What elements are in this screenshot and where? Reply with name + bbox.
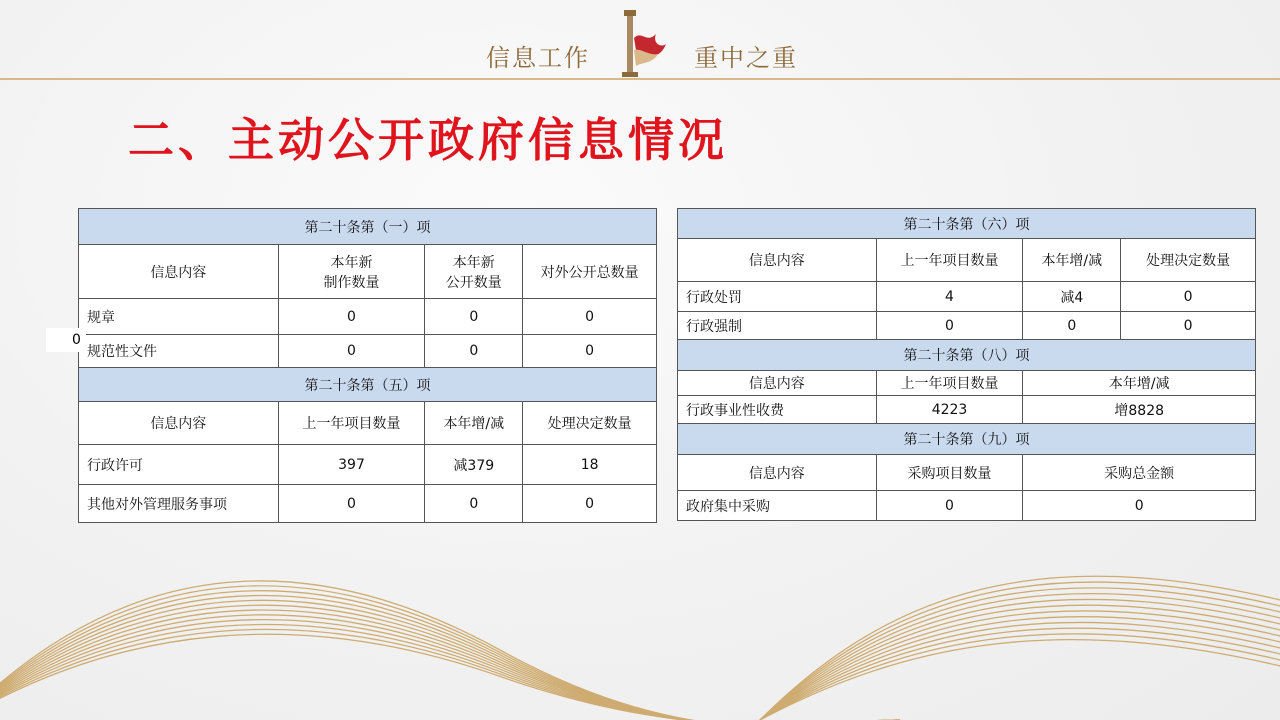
table-header-row: [79, 245, 657, 299]
table-cell: 0: [876, 491, 1023, 521]
column-header: 本年新 公开数量: [425, 245, 523, 299]
column-header: 上一年项目数量: [876, 239, 1023, 282]
header-right-text: 重中之重: [694, 44, 798, 72]
table-cell: 397: [278, 445, 425, 485]
wave-line: [0, 605, 900, 720]
section-title: 第二十条第（八）项: [678, 340, 1256, 371]
table-cell: 0: [1023, 491, 1256, 521]
table-cell: 4: [876, 282, 1023, 312]
section-title: 第二十条第（九）项: [678, 424, 1256, 455]
column-header: 本年增/减: [425, 402, 523, 445]
row-label: 行政强制: [678, 312, 877, 340]
table-header-row: [678, 239, 1256, 282]
column-header: 信息内容: [79, 402, 279, 445]
table-row: [79, 445, 657, 485]
section-header-row: [79, 209, 657, 245]
table-cell: 18: [523, 445, 657, 485]
left-info-table: [78, 208, 657, 523]
row-label: 政府集中采购: [678, 491, 877, 521]
wave-line: [760, 640, 1280, 720]
table-cell: 0: [1121, 312, 1256, 340]
column-header: 采购项目数量: [876, 455, 1023, 491]
section-title: 第二十条第（五）项: [79, 368, 657, 402]
right-info-table: [677, 208, 1256, 521]
row-label: 规章: [79, 299, 279, 335]
column-header: 对外公开总数量: [523, 245, 657, 299]
wave-line: [0, 629, 900, 720]
table-cell: 0: [278, 485, 425, 523]
wave-line: [0, 610, 900, 720]
wave-line: [0, 615, 900, 720]
wave-line: [0, 591, 900, 720]
row-label: 行政许可: [79, 445, 279, 485]
column-header: 采购总金额: [1023, 455, 1256, 491]
section-title: 第二十条第（一）项: [79, 209, 657, 245]
column-header: 信息内容: [79, 245, 279, 299]
section-header-row: [678, 424, 1256, 455]
table-header-row: [79, 402, 657, 445]
column-header: 处理决定数量: [1121, 239, 1256, 282]
table-row: [678, 396, 1256, 424]
column-header: 本年增/减: [1023, 371, 1256, 396]
table-cell: 0: [1121, 282, 1256, 312]
header-divider: [0, 78, 1280, 80]
column-header: 信息内容: [678, 239, 877, 282]
table-row: [79, 299, 657, 335]
row-label: 规范性文件: [79, 335, 279, 368]
column-header: 上一年项目数量: [876, 371, 1023, 396]
table-cell: 0: [278, 299, 425, 335]
table-cell: 0: [278, 335, 425, 368]
table-cell: 0: [523, 335, 657, 368]
column-header: 本年增/减: [1023, 239, 1121, 282]
table-cell: 减4: [1023, 282, 1121, 312]
golden-waves-decoration: [0, 500, 1280, 720]
table-cell: 0: [523, 299, 657, 335]
table-row: [678, 312, 1256, 340]
table-cell: 0: [425, 485, 523, 523]
row-label: 其他对外管理服务事项: [79, 485, 279, 523]
table-cell: 0: [523, 485, 657, 523]
page-title: 二、主动公开政府信息情况: [128, 113, 728, 167]
table-cell: 0: [425, 299, 523, 335]
monument-logo-icon: [612, 4, 668, 78]
table-header-row: [678, 455, 1256, 491]
section-title: 第二十条第（六）项: [678, 209, 1256, 239]
table-row: [79, 335, 657, 368]
stray-value-label: 0: [46, 328, 86, 352]
section-header-row: [678, 209, 1256, 239]
wave-line: [760, 622, 1280, 720]
column-header: 信息内容: [678, 371, 877, 396]
section-header-row: [678, 340, 1256, 371]
table-cell: 0: [425, 335, 523, 368]
table-row: [678, 282, 1256, 312]
table-header-row: [678, 371, 1256, 396]
table-cell: 0: [876, 312, 1023, 340]
wave-line: [760, 634, 1280, 720]
table-cell: 4223: [876, 396, 1023, 424]
wave-line: [0, 625, 900, 720]
header-left-text: 信息工作: [486, 44, 590, 72]
table-cell: 增8828: [1023, 396, 1256, 424]
column-header: 本年新 制作数量: [278, 245, 425, 299]
column-header: 处理决定数量: [523, 402, 657, 445]
section-header-row: [79, 368, 657, 402]
column-header: 上一年项目数量: [278, 402, 425, 445]
column-header: 信息内容: [678, 455, 877, 491]
table-cell: 0: [1023, 312, 1121, 340]
table-cell: 减379: [425, 445, 523, 485]
wave-line: [0, 586, 900, 720]
row-label: 行政处罚: [678, 282, 877, 312]
row-label: 行政事业性收费: [678, 396, 877, 424]
